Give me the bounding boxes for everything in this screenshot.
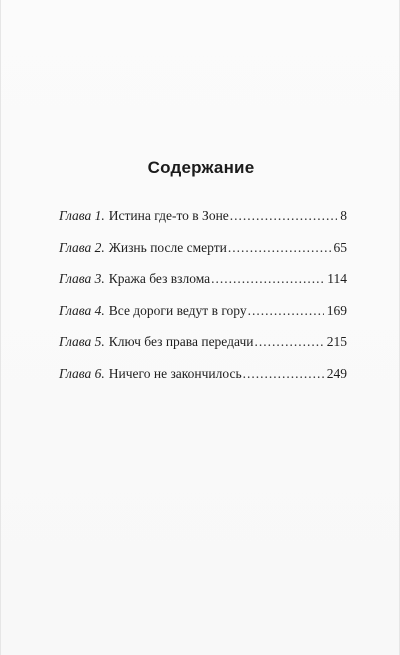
dot-leader	[254, 334, 323, 350]
chapter-label: Глава 4.	[59, 302, 105, 318]
toc-entry[interactable]	[59, 303, 347, 335]
chapter-title: Жизнь после смерти	[108, 239, 227, 255]
dot-leader	[248, 303, 324, 319]
toc-entry[interactable]	[59, 366, 347, 398]
toc-entry[interactable]	[59, 271, 347, 303]
page-number: 65	[333, 239, 347, 255]
toc-entry[interactable]	[59, 240, 347, 272]
page-number: 249	[326, 365, 347, 381]
chapter-label: Глава 1.	[59, 208, 105, 223]
page-title: Содержание	[147, 158, 255, 177]
toc-entry[interactable]	[59, 208, 347, 240]
page-number: 169	[326, 302, 347, 318]
dot-leader	[228, 240, 331, 256]
dot-leader	[243, 366, 324, 382]
dot-leader	[230, 208, 337, 224]
chapter-title: Кража без взлома	[108, 271, 211, 287]
toc-entry[interactable]	[59, 334, 347, 366]
page-number: 114	[327, 271, 347, 287]
page-number: 215	[326, 334, 347, 350]
dot-leader	[211, 271, 324, 287]
chapter-title: Все дороги ведут в гору	[108, 302, 247, 318]
chapter-title: Ничего не закончилось	[108, 365, 242, 381]
chapter-label: Глава 2.	[59, 239, 105, 255]
chapter-title: Истина где-то в Зоне	[108, 208, 229, 223]
chapter-label: Глава 3.	[59, 271, 105, 287]
table-of-contents	[59, 208, 347, 398]
chapter-label: Глава 6.	[59, 365, 105, 381]
chapter-label: Глава 5.	[59, 334, 105, 350]
page-number: 8	[340, 208, 347, 223]
chapter-title: Ключ без права передачи	[108, 334, 254, 350]
